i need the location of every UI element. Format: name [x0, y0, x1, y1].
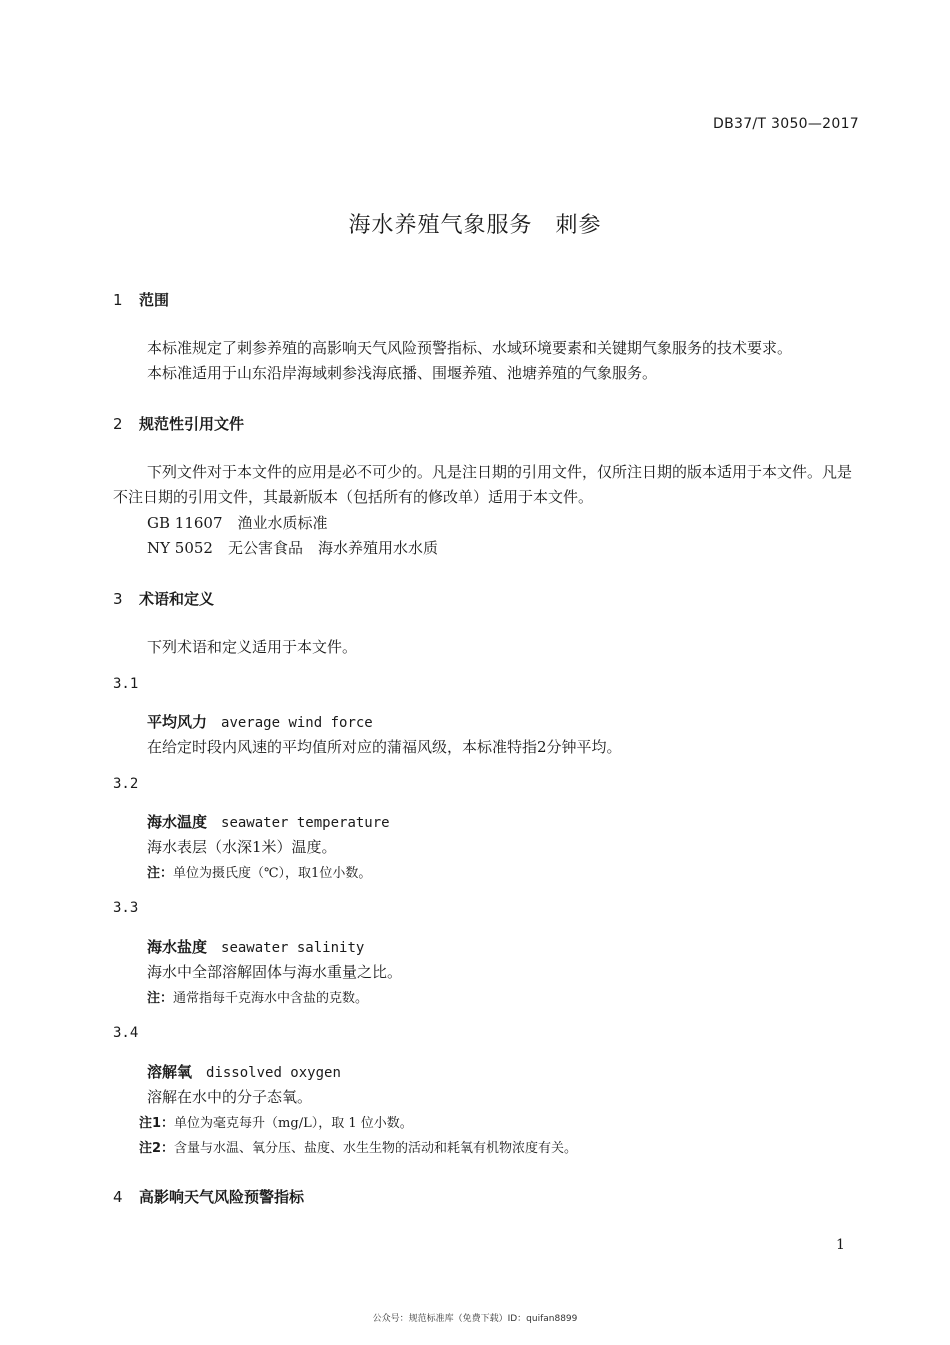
section-number: 1 — [113, 291, 123, 309]
section-3-heading — [113, 588, 214, 609]
paragraph: 本标准适用于山东沿岸海域刺参浅海底播、围堰养殖、池塘养殖的气象服务。 — [147, 364, 658, 382]
standard-code: DB37/T 3050—2017 — [713, 116, 859, 132]
section-2-heading — [113, 413, 244, 434]
section-2-body — [113, 460, 863, 510]
note-text: 含量与水温、氧分压、盐度、水生生物的活动和耗氧有机物浓度有关。 — [174, 1141, 578, 1156]
note-text: 通常指每千克海水中含盐的克数。 — [173, 991, 369, 1006]
reference-ny5052: NY 5052 无公害食品 海水养殖用水水质 — [147, 539, 438, 557]
term-3-4-note-1 — [139, 1112, 413, 1131]
page-number: 1 — [836, 1237, 845, 1253]
term-3-4 — [147, 1061, 341, 1082]
note-label: 注2： — [139, 1141, 175, 1156]
term-3-2-definition: 海水表层（水深1米）温度。 — [147, 838, 337, 856]
term-3-1-definition: 在给定时段内风速的平均值所对应的蒲福风级，本标准特指2分钟平均。 — [147, 738, 622, 756]
term-3-3-definition: 海水中全部溶解固体与海水重量之比。 — [147, 963, 403, 981]
section-title: 规范性引用文件 — [139, 415, 245, 433]
term-3-3 — [147, 936, 364, 957]
term-en: seawater temperature — [221, 815, 390, 831]
term-3-4-number: 3.4 — [113, 1025, 139, 1041]
term-zh: 海水盐度 — [147, 938, 208, 956]
paragraph: 下列文件对于本文件的应用是必不可少的。凡是注日期的引用文件，仅所注日期的版本适用于本文件。凡是不注日期的引用文件，其最新版本（包括所有的修改单）适用于本文件。 — [113, 463, 853, 506]
section-1-body — [113, 336, 863, 386]
note-text: 单位为摄氏度（℃），取1位小数。 — [173, 866, 372, 881]
section-3-intro: 下列术语和定义适用于本文件。 — [147, 638, 358, 656]
note-label: 注： — [147, 866, 174, 881]
term-3-4-note-2 — [139, 1137, 577, 1156]
term-en: seawater salinity — [221, 940, 365, 956]
section-title: 范围 — [139, 291, 170, 309]
term-en: average wind force — [221, 715, 373, 731]
term-3-2-number: 3.2 — [113, 776, 139, 792]
term-en: dissolved oxygen — [206, 1065, 341, 1081]
document-title: 海水养殖气象服务 刺参 — [348, 213, 602, 238]
note-text: 单位为毫克每升（mg/L），取 1 位小数。 — [174, 1116, 413, 1131]
section-title: 高影响天气风险预警指标 — [139, 1188, 305, 1206]
term-3-3-note — [147, 987, 368, 1006]
section-title: 术语和定义 — [139, 590, 215, 608]
reference-gb11607: GB 11607 渔业水质标准 — [147, 514, 328, 532]
note-label: 注： — [147, 991, 174, 1006]
term-zh: 溶解氧 — [147, 1063, 193, 1081]
term-3-4-definition: 溶解在水中的分子态氧。 — [147, 1088, 313, 1106]
term-3-1-number: 3.1 — [113, 676, 139, 692]
term-3-3-number: 3.3 — [113, 900, 139, 916]
section-number: 3 — [113, 590, 123, 608]
term-3-2 — [147, 811, 390, 832]
term-3-1 — [147, 711, 373, 732]
footer-watermark: 公众号：规范标准库（免费下载）ID：quifan8899 — [372, 1314, 578, 1324]
section-number: 2 — [113, 415, 123, 433]
term-3-2-note — [147, 862, 371, 881]
term-zh: 平均风力 — [147, 713, 208, 731]
term-zh: 海水温度 — [147, 813, 208, 831]
paragraph: 本标准规定了刺参养殖的高影响天气风险预警指标、水域环境要素和关键期气象服务的技术要求。 — [147, 339, 793, 357]
section-number: 4 — [113, 1188, 123, 1206]
section-1-heading — [113, 289, 169, 310]
section-4-heading — [113, 1186, 304, 1207]
note-label: 注1： — [139, 1116, 175, 1131]
